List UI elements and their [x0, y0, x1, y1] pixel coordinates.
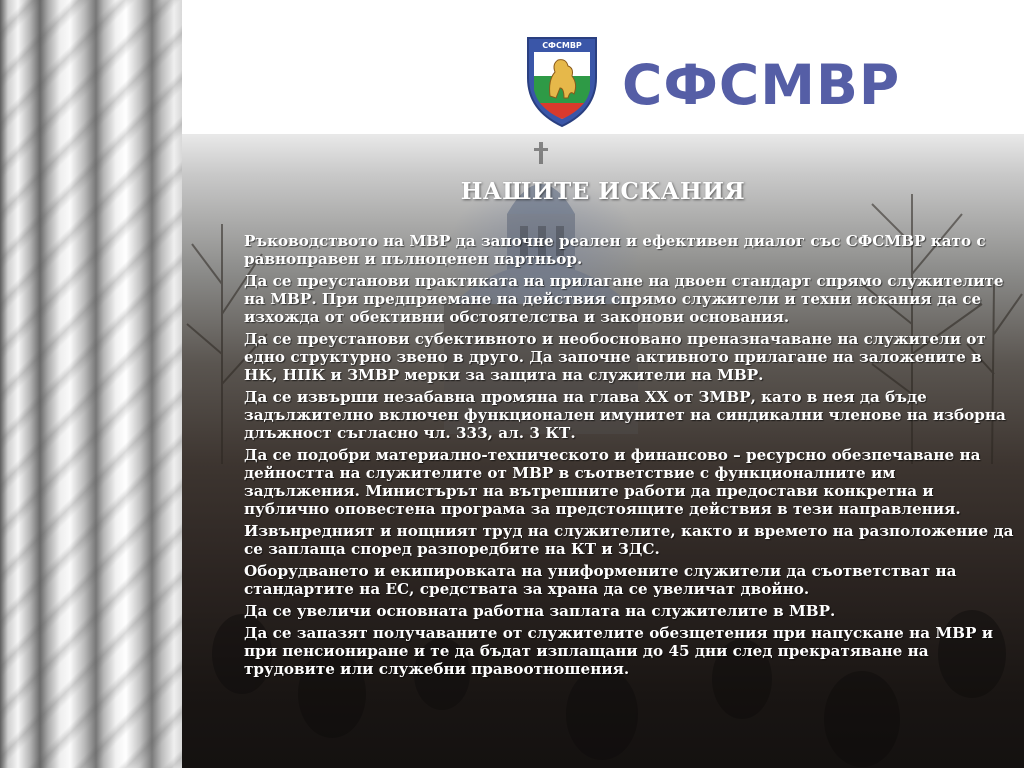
- demand-text: Да се увеличи основната работна заплата на служителите в МВР.: [244, 602, 836, 620]
- demand-text: Да се запазят получаваните от служителите обезщетения при напускане на МВР и при пенсиониране и те да бъдат изплащани до 45 дни след прекратяване на трудовите или служебни правоотношения.: [244, 624, 993, 678]
- brand-title: СФСМВР: [622, 53, 901, 117]
- list-item: [182, 446, 1024, 518]
- list-item: [182, 272, 1024, 326]
- demand-text: Да се преустанови практиката на прилагане на двоен стандарт спрямо служителите на МВР. При предприемане на действия спрямо служители и техни искания да се изхожда от обективни обстоятелства и законови основания.: [244, 272, 1004, 326]
- demand-text: Да се извърши незабавна промяна на глава XX от ЗМВР, като в нея да бъде задължително включен функционален имунитет на синдикални членове на изборна длъжност съгласно чл. 333, ал. 3 КТ.: [244, 388, 1006, 442]
- list-item: [182, 388, 1024, 442]
- lion-shield-emblem-icon: [522, 32, 602, 128]
- list-item: [182, 624, 1024, 678]
- demands-list: [182, 232, 1024, 678]
- list-item: [182, 562, 1024, 598]
- section-title: НАШИТЕ ИСКАНИЯ: [460, 178, 746, 205]
- content-panel: [182, 134, 1024, 768]
- demand-text: Да се подобри материално-техническото и финансово – ресурсно обезпечаване на дейността на служителите от МВР в съответствие с функционалните им задължения. Министърът на вътрешните работи да предостави конкретна и публично оповестена програма за предстоящите действия в тези направления.: [244, 446, 981, 518]
- decorative-pillars: [0, 0, 182, 768]
- list-item: [182, 522, 1024, 558]
- logo-caption: СФСМВР: [542, 41, 582, 50]
- list-item: [182, 232, 1024, 268]
- demand-text: Извънредният и нощният труд на служителите, както и времето на разположение да се заплаща според разпоредбите на КТ и ЗДС.: [244, 522, 1014, 558]
- list-item: [182, 602, 1024, 620]
- demand-text: Оборудването и екипировката на униформените служители да съответстват на стандартите на ЕС, средствата за храна да се увеличат двойно.: [244, 562, 957, 598]
- list-item: [182, 330, 1024, 384]
- demand-text: Ръководството на МВР да започне реален и ефективен диалог със СФСМВР като с равноправен и пълноценен партньор.: [244, 232, 986, 268]
- header: [182, 0, 1024, 134]
- demand-text: Да се преустанови субективното и необосновано преназначаване на служители от едно структурно звено в друго. Да започне активното прилагане на заложените в НК, НПК и ЗМВР мерки за защита на служители на МВР.: [244, 330, 986, 384]
